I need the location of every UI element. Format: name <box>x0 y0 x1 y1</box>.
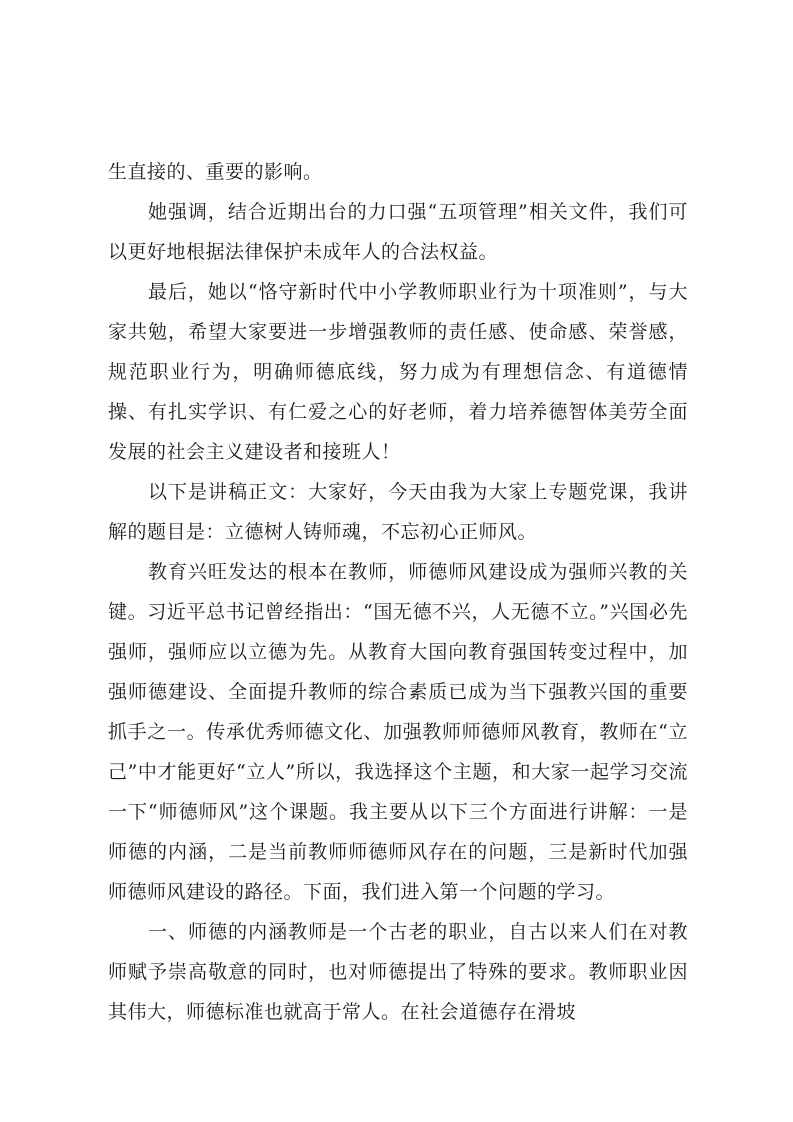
paragraph: 她强调，结合近期出台的力口强“五项管理”相关文件，我们可以更好地根据法律保护未成年人的合法权益。 <box>108 201 688 263</box>
paragraph: 最后，她以“恪守新时代中小学教师职业行为十项准则”，与大家共勉，希望大家要进一步增强教师的责任感、使命感、荣誉感，规范职业行为，明确师德底线，努力成为有理想信念、有道德情操、有扎实学识、有仁爱之心的好老师，着力培养德智体美劳全面发展的社会主义建设者和接班人！ <box>108 281 688 463</box>
document-body <box>108 152 688 1032</box>
paragraph: 以下是讲稿正文：大家好，今天由我为大家上专题党课，我讲解的题目是：立德树人铸师魂，不忘初心正师风。 <box>108 481 688 543</box>
paragraph: 教育兴旺发达的根本在教师，师德师风建设成为强师兴教的关键。习近平总书记曾经指出：“国无德不兴，人无德不立。”兴国必先强师，强师应以立德为先。从教育大国向教育强国转变过程中，加强师德建设、全面提升教师的综合素质已成为当下强教兴国的重要抓手之一。传承优秀师德文化、加强教师师德师风教育，教师在“立己”中才能更好“立人”所以，我选择这个主题，和大家一起学习交流一下“师德师风”这个课题。我主要从以下三个方面进行讲解：一是师德的内涵，二是当前教师师德师风存在的问题，三是新时代加强师德师风建设的路径。下面，我们进入第一个问题的学习。 <box>108 561 688 903</box>
paragraph: 一、师德的内涵教师是一个古老的职业，自古以来人们在对教师赋予崇高敬意的同时，也对师德提出了特殊的要求。教师职业因其伟大，师德标准也就高于常人。在社会道德存在滑坡 <box>108 921 688 1023</box>
paragraph: 生直接的、重要的影响。 <box>108 161 323 183</box>
